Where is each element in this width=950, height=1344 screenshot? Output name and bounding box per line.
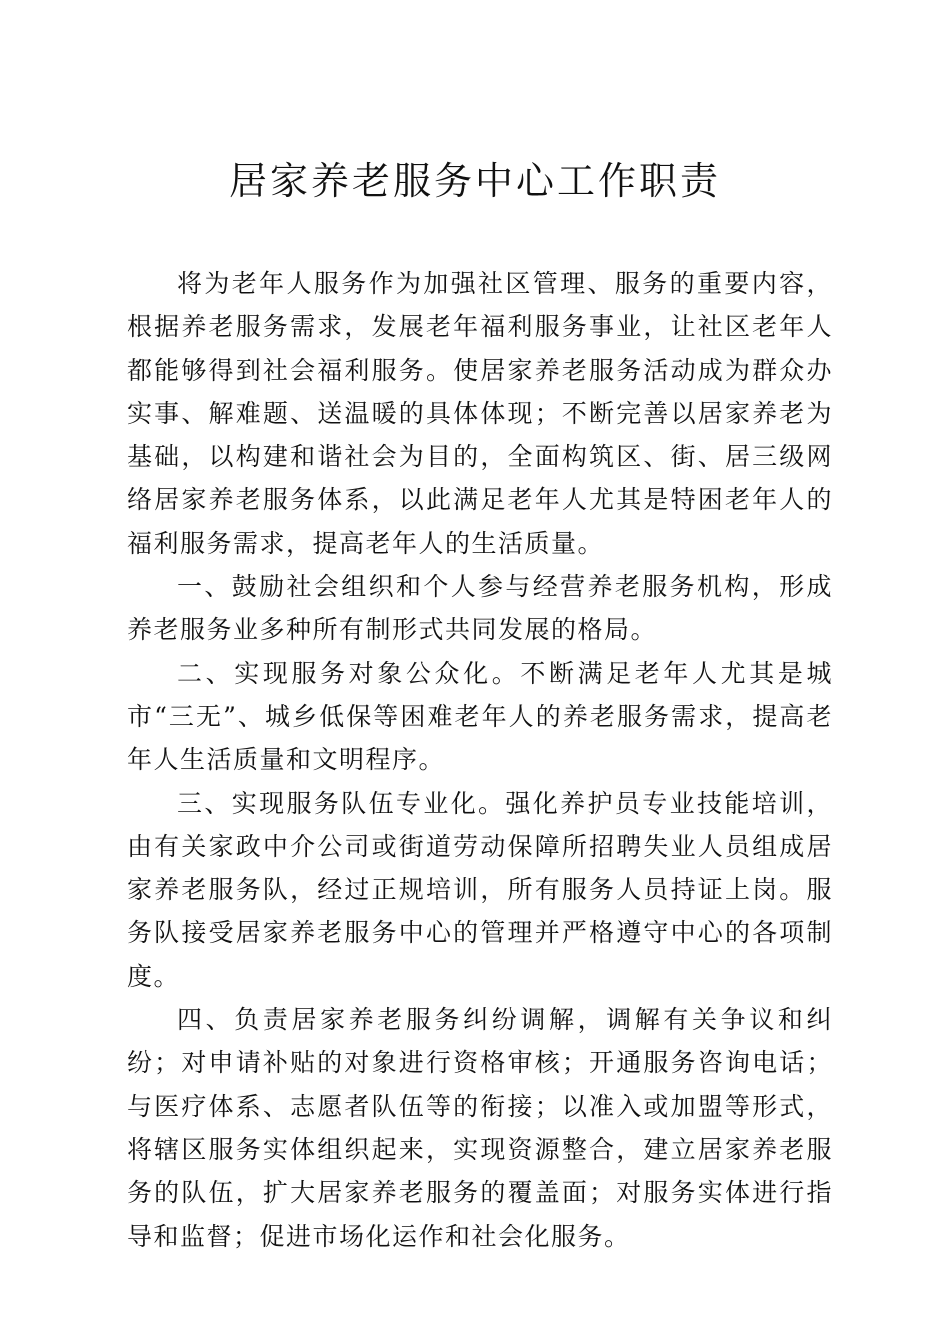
document-body [127, 262, 833, 1258]
paragraph-intro: 将为老年人服务作为加强社区管理、服务的重要内容，根据养老服务需求，发展老年福利服务事业，让社区老年人都能够得到社会福利服务。使居家养老服务活动成为群众办实事、解难题、送温暖的具体体现；不断完善以居家养老为基础，以构建和谐社会为目的，全面构筑区、街、居三级网络居家养老服务体系，以此满足老年人尤其是特困老年人的福利服务需求，提高老年人的生活质量。 [127, 269, 833, 558]
paragraph-item-1: 一、鼓励社会组织和个人参与经营养老服务机构，形成养老服务业多种所有制形式共同发展的格局。 [127, 572, 833, 645]
document-title: 居家养老服务中心工作职责 [228, 159, 721, 203]
paragraph-item-4: 四、负责居家养老服务纠纷调解，调解有关争议和纠纷；对申请补贴的对象进行资格审核；开通服务咨询电话；与医疗体系、志愿者队伍等的衔接；以准入或加盟等形式，将辖区服务实体组织起来，实现资源整合，建立居家养老服务的队伍，扩大居家养老服务的覆盖面；对服务实体进行指导和监督；促进市场化运作和社会化服务。 [127, 1005, 833, 1251]
paragraph-item-3: 三、实现服务队伍专业化。强化养护员专业技能培训，由有关家政中介公司或街道劳动保障所招聘失业人员组成居家养老服务队，经过正规培训，所有服务人员持证上岗。服务队接受居家养老服务中心的管理并严格遵守中心的各项制度。 [127, 788, 833, 991]
paragraph-item-2: 二、实现服务对象公众化。不断满足老年人尤其是城市“三无”、城乡低保等困难老年人的养老服务需求，提高老年人生活质量和文明程序。 [127, 658, 833, 775]
